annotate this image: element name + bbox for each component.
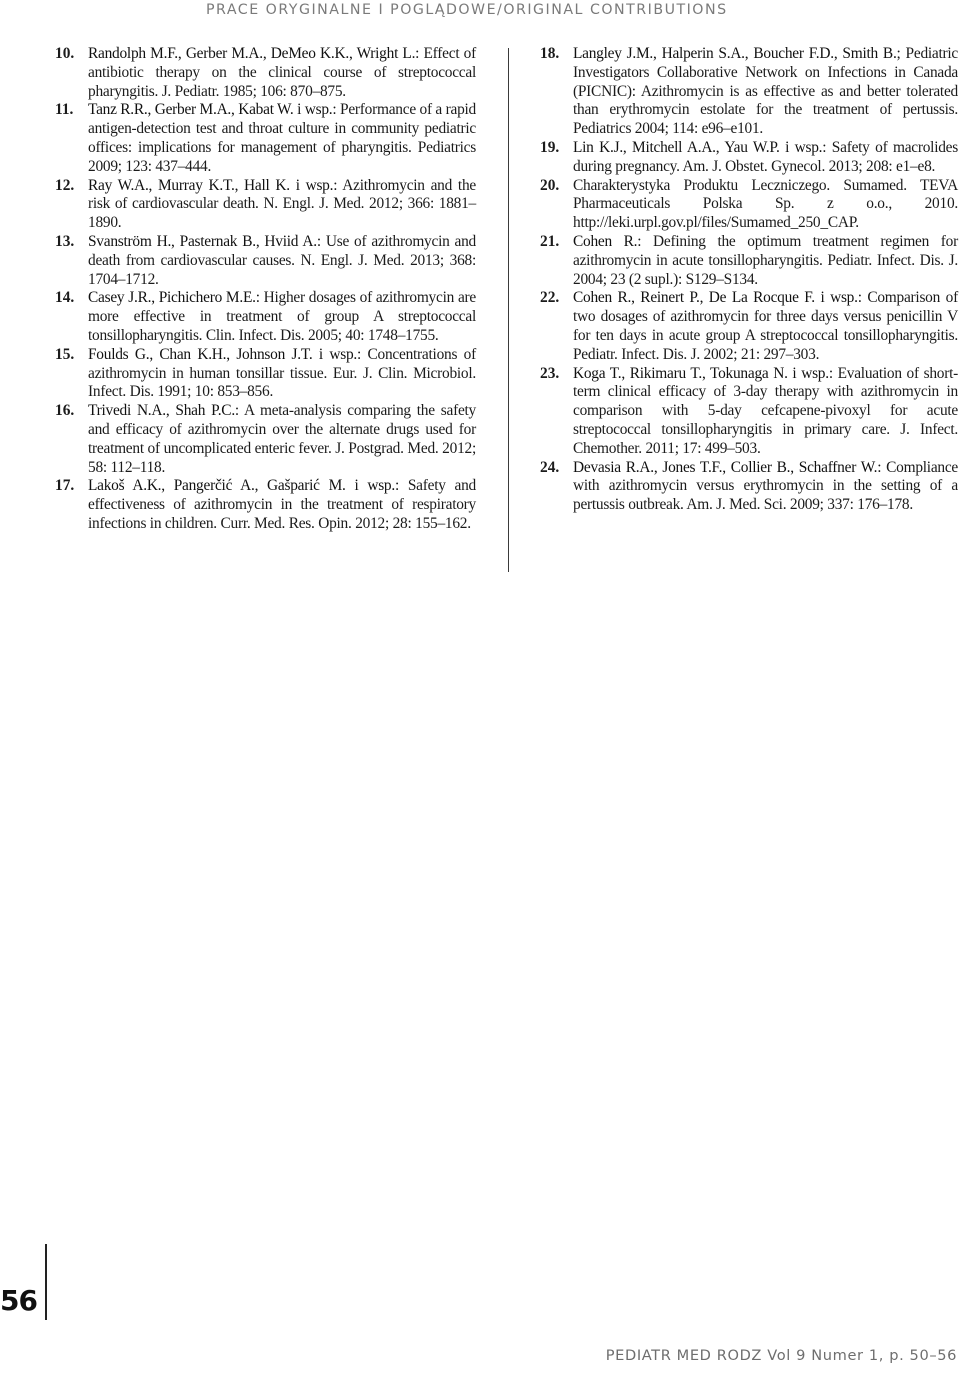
reference-item bbox=[55, 177, 476, 233]
reference-authors: Cohen R. bbox=[573, 232, 638, 250]
column-divider bbox=[508, 48, 509, 572]
reference-item bbox=[540, 139, 958, 177]
page-number-rule bbox=[45, 1244, 47, 1320]
reference-number: 20. bbox=[540, 176, 560, 194]
reference-text: : Safety of macrolides during pregnancy. Am. J. Obstet. Gynecol. 2013; 208: e1–e8. bbox=[573, 138, 958, 175]
reference-text: : Defining the optimum treatment regimen for azithromycin in acute tonsillopharyngitis. Pediatr. Infect. Dis. J. 2004; 23 (2 supl.): S129–S134. bbox=[573, 232, 958, 288]
reference-item bbox=[540, 459, 958, 515]
reference-text: Charakterystyka Produktu Leczniczego. Sumamed. TEVA Pharmaceuticals Polska Sp. z o.o., 2010. http://leki.urpl.gov.pl/files/Sumamed_250_CAP. bbox=[573, 176, 958, 232]
reference-item bbox=[55, 45, 476, 101]
reference-authors: Lin K.J., Mitchell A.A., Yau W.P. i wsp. bbox=[573, 138, 823, 156]
reference-authors: Ray W.A., Murray K.T., Hall K. i wsp. bbox=[88, 176, 334, 194]
reference-item bbox=[540, 365, 958, 459]
reference-authors: Foulds G., Chan K.H., Johnson J.T. i wsp. bbox=[88, 345, 358, 363]
reference-authors: Langley J.M., Halperin S.A., Boucher F.D., Smith B. bbox=[573, 45, 897, 62]
reference-item bbox=[55, 346, 476, 402]
reference-item bbox=[540, 233, 958, 289]
reference-authors: Svanström H., Pasternak B., Hviid A. bbox=[88, 232, 317, 250]
reference-item bbox=[55, 289, 476, 345]
reference-number: 23. bbox=[540, 364, 560, 382]
reference-number: 22. bbox=[540, 289, 560, 307]
references-left-column bbox=[55, 45, 476, 534]
reference-number: 15. bbox=[55, 345, 75, 363]
reference-item bbox=[55, 101, 476, 176]
reference-text: ; Pediatric Investigators Collaborative Network on Infections in Canada (PICNIC): Azithromycin is as effective as and better tolerated than erythromycin estolate for the treatment of pertussis. Pediatrics 2004; 114: e96–e101. bbox=[573, 45, 958, 138]
reference-text: : Effect of antibiotic therapy on the clinical course of streptococcal pharyngitis. J. Pediatr. 1985; 106: 870–875. bbox=[88, 45, 476, 100]
reference-authors: Tanz R.R., Gerber M.A., Kabat W. i wsp. bbox=[88, 101, 333, 119]
reference-number: 13. bbox=[55, 232, 75, 250]
reference-text: : A meta-analysis comparing the safety and efficacy of azithromycin over the alternate drugs used for treatment of uncomplicated enteric fever. J. Postgrad. Med. 2012; 58: 112–118. bbox=[88, 402, 476, 476]
reference-item bbox=[540, 177, 958, 233]
reference-authors: Koga T., Rikimaru T., Tokunaga N. i wsp. bbox=[573, 364, 829, 382]
running-header: PRACE ORYGINALNE I POGLĄDOWE/ORIGINAL CONTRIBUTIONS bbox=[206, 2, 728, 18]
reference-number: 11. bbox=[55, 101, 74, 119]
reference-text: : Azithromycin and the risk of cardiovascular death. N. Engl. J. Med. 2012; 366: 1881–1890. bbox=[88, 176, 476, 232]
reference-number: 10. bbox=[55, 45, 75, 62]
page-number: 56 bbox=[0, 1284, 37, 1317]
reference-authors: Devasia R.A., Jones T.F., Collier B., Schaffner W. bbox=[573, 458, 878, 476]
reference-text: : Performance of a rapid antigen-detection test and throat culture in community pediatric offices: implications for management of pharyngitis. Pediatrics 2009; 123: 437–444. bbox=[88, 101, 476, 175]
reference-authors: Casey J.R., Pichichero M.E. bbox=[88, 289, 256, 307]
reference-text: : Compliance with azithromycin versus erythromycin in the setting of a pertussis outbreak. Am. J. Med. Sci. 2009; 337: 176–178. bbox=[573, 458, 959, 514]
reference-number: 21. bbox=[540, 232, 560, 250]
reference-number: 16. bbox=[55, 402, 75, 420]
reference-item bbox=[55, 233, 476, 289]
reference-authors: Randolph M.F., Gerber M.A., DeMeo K.K., Wright L. bbox=[88, 45, 416, 62]
reference-number: 19. bbox=[540, 138, 560, 156]
reference-text: : Higher dosages of azithromycin are more effective in treatment of group A streptococcal tonsillopharyngitis. Clin. Infect. Dis. 2005; 40: 1748–1755. bbox=[88, 289, 476, 344]
reference-item bbox=[540, 45, 958, 139]
reference-text: : Evaluation of short-term clinical efficacy of 3-day therapy with azithromycin in comparison with 5-day cefcapene-pivoxyl for acute streptococcal tonsillopharyngitis in primary care. J. Infect. Chemother. 2011; 17: 499–503. bbox=[573, 364, 959, 457]
reference-text: : Concentrations of azithromycin in human tonsillar tissue. Eur. J. Clin. Microbiol. Infect. Dis. 1991; 10: 853–856. bbox=[88, 345, 476, 401]
reference-number: 18. bbox=[540, 45, 560, 62]
reference-number: 24. bbox=[540, 458, 560, 476]
reference-text: : Use of azithromycin and death from cardiovascular causes. N. Engl. J. Med. 2013; 368: 1704–1712. bbox=[88, 232, 476, 288]
references-right-column bbox=[540, 45, 958, 515]
reference-number: 17. bbox=[55, 477, 75, 495]
journal-citation-footer: PEDIATR MED RODZ Vol 9 Numer 1, p. 50–56 bbox=[605, 1347, 957, 1364]
reference-authors: Cohen R., Reinert P., De La Rocque F. i wsp. bbox=[573, 289, 858, 307]
reference-item bbox=[55, 477, 476, 533]
reference-number: 12. bbox=[55, 176, 75, 194]
reference-item bbox=[540, 289, 958, 364]
reference-authors: Lakoš A.K., Pangerčić A., Gašparić M. i wsp. bbox=[88, 477, 395, 495]
reference-authors: Trivedi N.A., Shah P.C. bbox=[88, 402, 235, 420]
reference-text: : Comparison of two dosages of azithromycin for three days versus penicillin V for ten days in acute group A streptococcal tonsillopharyngitis. Pediatr. Infect. Dis. J. 2002; 21: 297–303. bbox=[573, 289, 958, 363]
reference-text: : Safety and effectiveness of azithromycin in the treatment of respiratory infections in children. Curr. Med. Res. Opin. 2012; 28: 155–162. bbox=[88, 477, 476, 532]
reference-number: 14. bbox=[55, 289, 75, 307]
reference-item bbox=[55, 402, 476, 477]
